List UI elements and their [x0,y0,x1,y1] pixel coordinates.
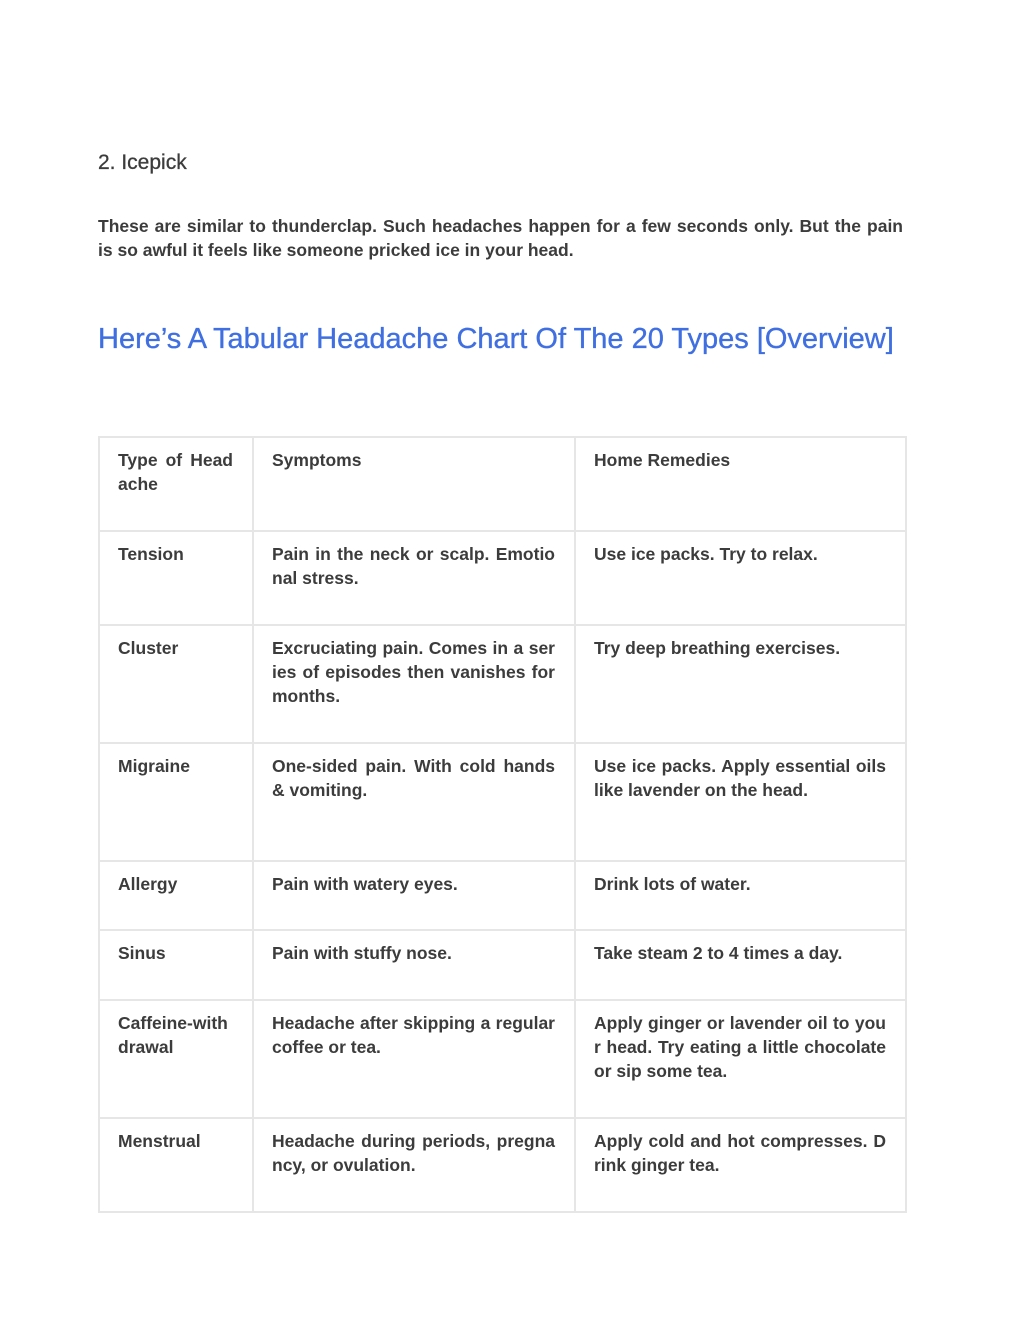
headache-table [98,436,907,1213]
cell-remedies: Apply ginger or lavender oil to your head. Try eating a little chocolate or sip some tea. [575,1000,906,1118]
cell-type: Menstrual [99,1118,253,1212]
cell-type: Tension [99,531,253,625]
cell-symptoms: Headache during periods, pregnancy, or ovulation. [253,1118,575,1212]
cell-type: Cluster [99,625,253,743]
cell-symptoms: Headache after skipping a regular coffee or tea. [253,1000,575,1118]
cell-remedies: Apply cold and hot compresses. Drink ginger tea. [575,1118,906,1212]
cell-symptoms: Excruciating pain. Comes in a series of episodes then vanishes for months. [253,625,575,743]
table-row [99,531,906,625]
cell-remedies: Drink lots of water. [575,861,906,930]
section-heading: 2. Icepick [98,151,187,174]
cell-symptoms: One-sided pain. With cold hands & vomiting. [253,743,575,861]
cell-remedies: Try deep breathing exercises. [575,625,906,743]
table-row [99,743,906,861]
cell-remedies: Use ice packs. Try to relax. [575,531,906,625]
cell-symptoms: Pain in the neck or scalp. Emotional stress. [253,531,575,625]
cell-remedies: Use ice packs. Apply essential oils like lavender on the head. [575,743,906,861]
cell-symptoms: Pain with stuffy nose. [253,930,575,1000]
cell-type: Allergy [99,861,253,930]
header-remedies: Home Remedies [575,437,906,531]
table-header-row [99,437,906,531]
header-symptoms: Symptoms [253,437,575,531]
table-row [99,1118,906,1212]
table-row [99,625,906,743]
table-row [99,861,906,930]
header-type: Type of Headache [99,437,253,531]
cell-type: Sinus [99,930,253,1000]
cell-type: Caffeine-withdrawal [99,1000,253,1118]
cell-remedies: Take steam 2 to 4 times a day. [575,930,906,1000]
cell-type: Migraine [99,743,253,861]
table-row [99,930,906,1000]
intro-paragraph: These are similar to thunderclap. Such headaches happen for a few seconds only. But the pain is so awful it feels like someone pricked ice in your head. [98,216,903,260]
cell-symptoms: Pain with watery eyes. [253,861,575,930]
table-row [99,1000,906,1118]
chart-heading: Here’s A Tabular Headache Chart Of The 20 Types [Overview] [98,323,894,355]
